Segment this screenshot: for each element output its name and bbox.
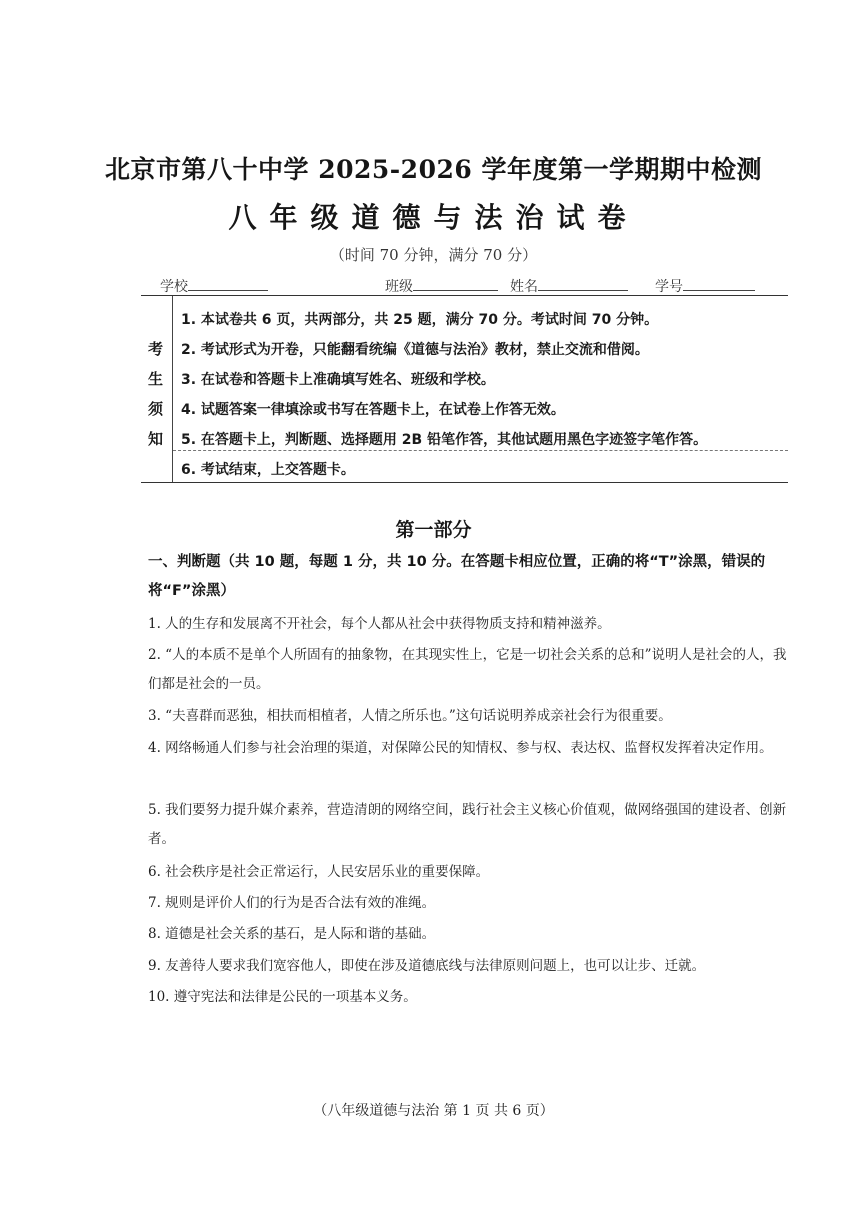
notice-label-char: 知: [148, 430, 164, 448]
page-footer: （八年级道德与法治 第 1 页 共 6 页）: [313, 1103, 554, 1119]
notice-item: 1. 本试卷共 6 页，共两部分，共 25 题，满分 70 分。考试时间 70 分钟。: [181, 312, 659, 328]
notice-label-char: 生: [148, 370, 164, 388]
question-item: 7. 规则是评价人们的行为是否合法有效的准绳。: [148, 895, 436, 911]
student-id-field: [655, 276, 755, 296]
question-item: 8. 道德是社会关系的基石，是人际和谐的基础。: [148, 926, 436, 942]
question-item: 9. 友善待人要求我们宽容他人，即使在涉及道德底线与法律原则问题上，也可以让步、迁就。: [148, 958, 706, 974]
question-item: 6. 社会秩序是社会正常运行，人民安居乐业的重要保障。: [148, 864, 490, 880]
question-item: 5. 我们要努力提升媒介素养，营造清朗的网络空间，践行社会主义核心价值观，做网络强国的建设者、创新者。: [148, 802, 787, 847]
school-field: [160, 276, 268, 296]
question-item: 2. “人的本质不是单个人所固有的抽象物，在其现实性上，它是一切社会关系的总和”说明人是社会的人，我们都是社会的一员。: [148, 647, 787, 692]
school-exam-title: 北京市第八十中学 2025-2026 学年度第一学期期中检测: [105, 155, 762, 184]
notice-item: 2. 考试形式为开卷，只能翻看统编《道德与法治》教材，禁止交流和借阅。: [181, 342, 649, 358]
class-blank: [413, 278, 498, 291]
class-field-label: 班级: [385, 279, 413, 295]
notice-item: 6. 考试结束，上交答题卡。: [181, 462, 355, 478]
notice-label-column: [141, 296, 173, 482]
exam-subject-title: 八年级道德与法治试卷: [228, 201, 639, 234]
question-item: 3. “夫喜群而恶独，相扶而相植者，人情之所乐也。”这句话说明养成亲社会行为很重要。: [148, 708, 672, 724]
student-id-blank: [683, 278, 755, 291]
name-blank: [538, 278, 628, 291]
question-item: 10. 遵守宪法和法律是公民的一项基本义务。: [148, 989, 417, 1005]
name-field: [510, 276, 628, 296]
notice-item: 4. 试题答案一律填涂或书写在答题卡上，在试卷上作答无效。: [181, 402, 565, 418]
notice-item: 5. 在答题卡上，判断题、选择题用 2B 铅笔作答，其他试题用黑色字迹签字笔作答。: [181, 432, 708, 448]
exam-notice-box: [141, 295, 788, 483]
notice-divider: [173, 450, 788, 451]
part-heading: 第一部分: [395, 519, 472, 541]
school-blank: [188, 278, 268, 291]
section-heading: 一、判断题（共 10 题，每题 1 分，共 10 分。在答题卡相应位置，正确的将“T”涂黑，错误的将“F”涂黑）: [148, 554, 766, 599]
school-field-label: 学校: [160, 279, 188, 295]
question-item: 1. 人的生存和发展离不开社会，每个人都从社会中获得物质支持和精神滋养。: [148, 616, 611, 632]
name-field-label: 姓名: [510, 279, 538, 295]
student-id-field-label: 学号: [655, 279, 683, 295]
class-field: [385, 276, 498, 296]
notice-label-char: 考: [148, 340, 164, 358]
notice-item: 3. 在试卷和答题卡上准确填写姓名、班级和学校。: [181, 372, 495, 388]
question-item: 4. 网络畅通人们参与社会治理的渠道，对保障公民的知情权、参与权、表达权、监督权发挥着决定作用。: [148, 740, 773, 756]
notice-label-char: 须: [148, 400, 164, 418]
exam-time-score: （时间 70 分钟，满分 70 分）: [329, 246, 538, 264]
